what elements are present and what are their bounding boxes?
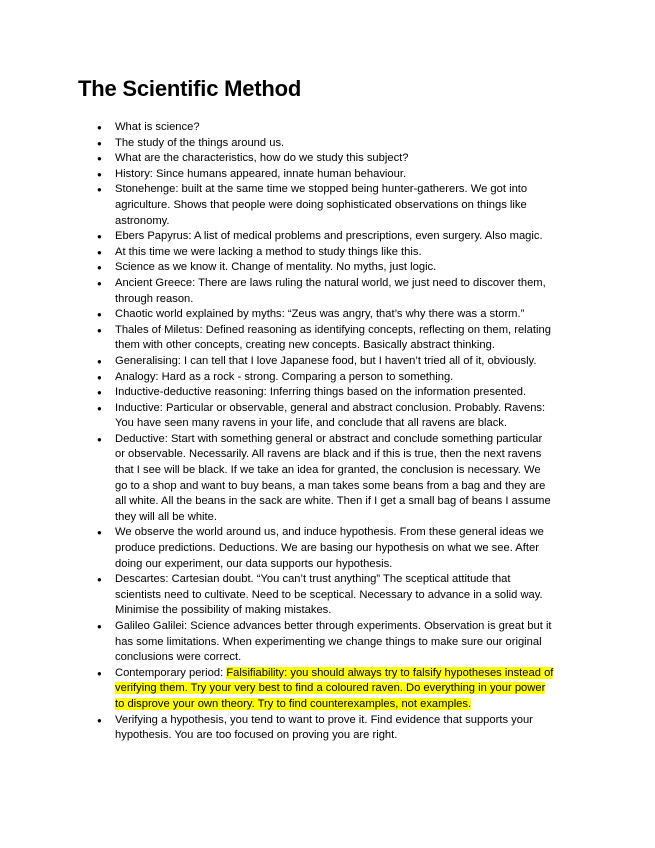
highlighted-text: Falsifiability: you should always try to falsify hypotheses instead of verifying them. Try your very best to find a coloured raven. Do everything in your power to disprove your own theory. Try to find counterexamples, not examples. — [115, 666, 554, 710]
list-item-text: Ancient Greece: There are laws ruling the natural world, we just need to discover them, through reason. — [115, 276, 546, 305]
list-item-text: The study of the things around us. — [115, 136, 285, 149]
list-item — [115, 182, 555, 229]
list-item — [115, 120, 555, 136]
list-item — [115, 525, 555, 572]
list-item — [115, 572, 555, 619]
list-item-text: What are the characteristics, how do we study this subject? — [115, 152, 409, 165]
list-item — [115, 151, 555, 167]
list-item — [115, 323, 555, 354]
list-item — [115, 619, 555, 666]
list-item-text: Galileo Galilei: Science advances better through experiments. Observation is great but it has some limitations. When experimenting we change things to make sure our original conclusions were correct. — [115, 620, 552, 664]
list-item — [115, 136, 555, 152]
list-item-text: Science as we know it. Change of mentality. No myths, just logic. — [115, 261, 437, 274]
list-item — [115, 354, 555, 370]
list-item-text: Verifying a hypothesis, you tend to want to prove it. Find evidence that supports your hypothesis. You are too focused on proving you are right. — [115, 713, 533, 742]
list-item — [115, 245, 555, 261]
list-item-text: Descartes: Cartesian doubt. “You can’t trust anything” The sceptical attitude that scientists need to cultivate. Need to be sceptical. Necessary to advance in a solid way. Minimise the possibility of making mistakes. — [115, 573, 543, 617]
list-item-text: Analogy: Hard as a rock - strong. Comparing a person to something. — [115, 370, 454, 383]
list-item-text: Deductive: Start with something general or abstract and conclude something particular or observable. Necessarily. All ravens are black and if this is true, then the next ravens that I see will be black. If we take an idea for granted, the conclusion is necessary. We go to a shop and want to buy beans, a man takes some beans from a bag and they are all white. All the beans in the sack are white. Then if I get a small bag of beans I assume they will all be white. — [115, 432, 551, 523]
list-item-text: We observe the world around us, and induce hypothesis. From these general ideas we produce predictions. Deductions. We are basing our hypothesis on what we see. After doing our experiment, our data supports our hypothesis. — [115, 526, 544, 570]
list-item — [115, 307, 555, 323]
list-item-text: Inductive-deductive reasoning: Inferring things based on the information presented. — [115, 386, 527, 399]
list-item-text: Inductive: Particular or observable, general and abstract conclusion. Probably. Ravens: You have seen many ravens in your life, and conclude that all ravens are black. — [115, 401, 546, 430]
list-item — [115, 260, 555, 276]
list-item — [115, 385, 555, 401]
list-item-text: What is science? — [115, 121, 200, 133]
list-item — [115, 229, 555, 245]
list-item — [115, 276, 555, 307]
list-item-text: Stonehenge: built at the same time we stopped being hunter-gatherers. We got into agriculture. Shows that people were doing sophisticated observations on things like astronomy. — [115, 183, 528, 227]
list-item-text: Thales of Miletus: Defined reasoning as identifying concepts, reflecting on them, relating them with other concepts, creating new concepts. Basically abstract thinking. — [115, 323, 551, 352]
list-item-text: Ebers Papyrus: A list of medical problems and prescriptions, even surgery. Also magic. — [115, 230, 543, 243]
list-item — [115, 666, 555, 713]
list-item-text: Contemporary period: — [115, 666, 227, 679]
list-item-text: Chaotic world explained by myths: “Zeus was angry, that’s why there was a storm.” — [115, 308, 525, 321]
bullet-list — [115, 120, 555, 744]
page-title: The Scientific Method — [78, 76, 302, 101]
list-item — [115, 167, 555, 183]
list-item — [115, 370, 555, 386]
list-item — [115, 401, 555, 432]
list-item — [115, 432, 555, 526]
list-item-text: Generalising: I can tell that I love Japanese food, but I haven’t tried all of it, obviously. — [115, 354, 537, 367]
list-item — [115, 713, 555, 744]
list-item-text: History: Since humans appeared, innate human behaviour. — [115, 167, 407, 180]
list-item-text: At this time we were lacking a method to study things like this. — [115, 245, 422, 258]
